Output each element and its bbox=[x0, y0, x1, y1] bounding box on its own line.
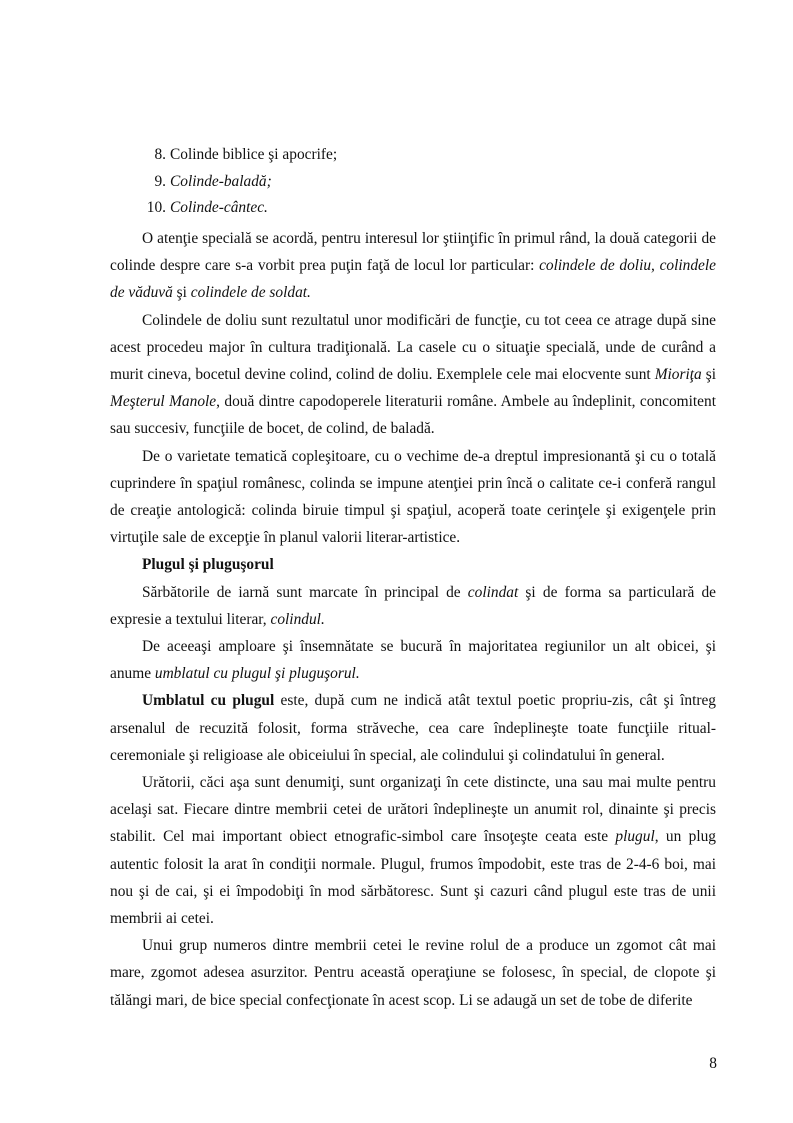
paragraph bbox=[110, 579, 716, 633]
text-run: şi bbox=[701, 366, 716, 384]
text-run: Unui grup numeros dintre membrii cetei le revine rolul de a produce un zgomot cât mai mare, zgomot adesea asurzitor. Pentru această operaţiune se folosesc, în special, de clopote şi tălăngi mari, de bice special confecţionate în acest scop. Li se adaugă un set de tobe de diferite bbox=[110, 937, 716, 1009]
list-text: Colinde-cântec. bbox=[170, 199, 268, 217]
section-heading bbox=[110, 551, 716, 578]
paragraph bbox=[110, 307, 716, 443]
paragraph bbox=[110, 687, 716, 769]
text-run: colindat bbox=[467, 583, 519, 601]
text-run: plugul bbox=[615, 828, 655, 846]
text-run: umblatul cu plugul şi pluguşorul. bbox=[154, 665, 360, 683]
list-number: 9. bbox=[154, 172, 166, 190]
paragraph bbox=[110, 443, 716, 552]
text-run: De aceeaşi amploare şi însemnătate se bucură în majoritatea regiunilor un alt obicei, şi anume bbox=[110, 638, 716, 683]
text-run: Umblatul cu plugul bbox=[142, 692, 275, 710]
list-text: Colinde-baladă; bbox=[170, 172, 272, 190]
text-run: Plugul şi pluguşorul bbox=[142, 556, 274, 574]
paragraph bbox=[110, 769, 716, 932]
text-run: Colindele de doliu sunt rezultatul unor modificări de funcţie, cu tot ceea ce atrage după sine acest procedeu major în cultura tradiţională. La casele cu o situaţie specială, unde de curând a murit cineva, bocetul devine colind, colind de doliu. Exemplele cele mai elocvente sunt bbox=[110, 311, 716, 384]
text-run: , un plug autentic folosit la arat în condiţii normale. Plugul, frumos împodobit, este tras de 2-4-6 boi, mai nou şi de cai, şi ei împodobiţi în mod sărbătoresc. Sunt şi cazuri când plugul este tras de unii membrii ai cetei. bbox=[110, 828, 716, 928]
paragraph bbox=[110, 633, 716, 687]
text-run: colindele de soldat. bbox=[190, 284, 311, 302]
text-run: Mioriţa bbox=[654, 366, 702, 384]
text-run: este, după cum ne indică atât textul poetic propriu-zis, cât şi întreg arsenalul de recuzită folosit, forma străveche, cea care îndeplineşte toate funcţiile ritual-ceremoniale şi religioase ale obiceiului în special, ale colindului şi colindatului în general. bbox=[110, 692, 716, 764]
text-run: şi de forma sa particulară de expresie a textului literar, bbox=[110, 583, 716, 628]
list-item bbox=[0, 195, 793, 222]
body-text bbox=[110, 225, 716, 1014]
list-item bbox=[0, 142, 793, 169]
paragraph bbox=[110, 932, 716, 1014]
text-run: , două dintre capodoperele literaturii române. Ambele au îndeplinit, concomitent sau succesiv, funcţiile de bocet, de colind, de baladă. bbox=[110, 393, 716, 438]
list-number: 8. bbox=[154, 146, 166, 163]
text-run: De o varietate tematică copleşitoare, cu o vechime de-a dreptul impresionantă şi cu o totală cuprindere în spaţiul românesc, colinda se impune atenţiei prin încă o calitate ce-i conferă rangul de creaţie antologică: colinda biruie timpul şi spaţiul, acoperă toate cerinţele şi exigenţele prin virtuţile sale de excepţie în planul valorii literar-artistice. bbox=[110, 447, 716, 547]
text-run: Urătorii, căci aşa sunt denumiţi, sunt organizaţi în cete distincte, una sau mai multe pentru acelaşi sat. Fiecare dintre membrii cetei de urători îndeplineşte un anumit rol, dinainte şi precis stabilit. Cel mai important obiect etnografic-simbol care însoţeşte ceata este bbox=[110, 774, 716, 846]
text-run: Meşterul Manole bbox=[110, 393, 217, 411]
list-item bbox=[0, 169, 793, 196]
numbered-list bbox=[0, 142, 793, 222]
text-run: O atenţie specială se acordă, pentru interesul lor ştiinţific în primul rând, la două categorii de colinde despre care s-a vorbit prea puţin faţă de locul lor particular: bbox=[110, 230, 716, 275]
text-run: colindele de doliu, colindele de văduvă bbox=[110, 257, 716, 302]
page-number: 8 bbox=[709, 1055, 717, 1072]
text-run: Sărbătorile de iarnă sunt marcate în principal de bbox=[142, 583, 468, 601]
paragraph bbox=[110, 225, 716, 307]
text-run: colindul. bbox=[270, 610, 325, 628]
list-text: Colinde biblice şi apocrife; bbox=[170, 146, 338, 163]
text-run: şi bbox=[172, 284, 191, 302]
list-number: 10. bbox=[146, 199, 166, 217]
